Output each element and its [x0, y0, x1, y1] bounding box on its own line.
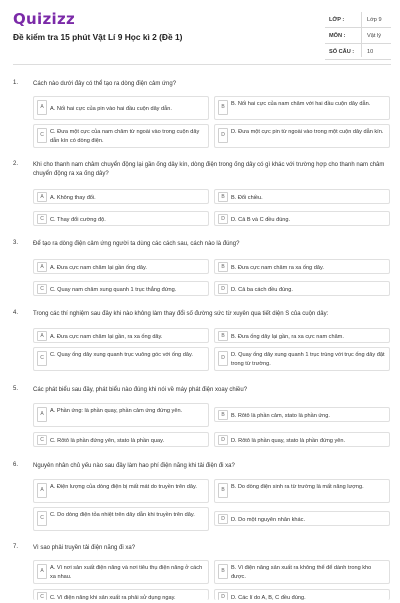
option-letter: A: [37, 192, 47, 202]
option-a[interactable]: [33, 560, 209, 584]
option-letter: D: [218, 214, 228, 224]
option-text: B. Đưa ống dây lại gần, ra xa cực nam châm.: [231, 334, 344, 340]
option-text: A. Vì nơi sản xuất điện năng và nơi tiêu thụ điện năng ở cách xa nhau.: [50, 565, 203, 580]
option-letter: B: [218, 100, 228, 115]
option-text: D. Các lí do A, B, C đều đúng.: [231, 595, 306, 601]
option-d[interactable]: [214, 432, 390, 447]
option-text: B. Nối hai cực của nam châm với hai đầu cuộn dây dẫn.: [231, 101, 371, 107]
option-a[interactable]: [33, 259, 209, 274]
meta-key: LỚP :: [329, 17, 345, 23]
option-text: A. Đưa cực nam châm lại gần, ra xa ống dây.: [50, 334, 163, 340]
option-letter: A: [37, 100, 47, 115]
option-text: D. Do một nguyên nhân khác.: [231, 517, 306, 523]
option-letter: A: [37, 483, 47, 498]
option-b[interactable]: [214, 560, 390, 584]
meta-row-count: [325, 44, 391, 60]
option-text: C. Quay nam châm xung quanh 1 trục thẳng đứng.: [50, 287, 177, 293]
option-c[interactable]: [33, 507, 209, 531]
option-d[interactable]: [214, 347, 390, 371]
option-letter: C: [37, 351, 47, 366]
option-text: C. Rôtô là phần đứng yên, stato là phần quay.: [50, 438, 165, 444]
option-b[interactable]: [214, 96, 390, 120]
option-letter: C: [37, 128, 47, 143]
option-letter: B: [218, 410, 228, 420]
option-c[interactable]: [33, 347, 209, 371]
meta-value: 10: [367, 49, 374, 55]
option-letter: A: [37, 262, 47, 272]
question-number: 5.: [13, 386, 19, 392]
option-a[interactable]: [33, 96, 209, 120]
question-text: Khi cho thanh nam châm chuyển động lại gần ống dây kín, dòng điện trong ống dây có gì khác với trường hợp cho thanh nam châm chuyển động ra xa ống dây?: [33, 162, 385, 177]
question-number: 6.: [13, 462, 19, 468]
header: [0, 0, 400, 66]
option-b[interactable]: [214, 259, 390, 274]
question-number: 1.: [13, 80, 19, 86]
option-c[interactable]: [33, 281, 209, 296]
option-text: B. Vì điện năng sản xuất ra không thể để dành trong kho được.: [231, 565, 372, 580]
question-number: 4.: [13, 310, 19, 316]
page-title: Đề kiểm tra 15 phút Vật Lí 9 Học kì 2 (Đề 1): [13, 32, 183, 42]
option-letter: C: [37, 592, 47, 600]
option-letter: A: [37, 331, 47, 341]
option-letter: D: [218, 435, 228, 445]
option-letter: A: [37, 407, 47, 422]
option-text: A. Phần ứng: là phần quay, phần cảm ứng đứng yên.: [50, 408, 183, 414]
option-text: A. Đưa cực nam châm lại gần ống dây.: [50, 265, 147, 271]
option-d[interactable]: [214, 589, 390, 600]
option-text: D. Đưa một cực pin từ ngoài vào trong một cuộn dây dẫn kín.: [231, 129, 384, 135]
option-d[interactable]: [214, 511, 390, 526]
question-text: Trong các thí nghiệm sau đây khi nào không làm thay đổi số đường sức từ xuyên qua tiết diện S của cuộn dây:: [33, 311, 329, 317]
option-c[interactable]: [33, 211, 209, 226]
option-c[interactable]: [33, 124, 209, 148]
option-text: D. Rôtô là phần quay, stato là phần đứng yên.: [231, 438, 346, 444]
option-d[interactable]: [214, 211, 390, 226]
option-text: C. Thay đổi cường độ.: [50, 217, 106, 223]
option-text: C. Do dòng điện tỏa nhiệt trên dây dẫn khi truyền trên dây.: [50, 512, 195, 518]
option-letter: D: [218, 592, 228, 600]
meta-value: Lớp 9: [367, 17, 382, 23]
option-d[interactable]: [214, 124, 390, 148]
option-text: B. Đưa cực nam châm ra xa ống dây.: [231, 265, 324, 271]
option-letter: D: [218, 284, 228, 294]
option-letter: D: [218, 351, 228, 366]
option-text: D. Quay ống dây xung quanh 1 trục trùng với trục ống dây đặt trong từ trường.: [231, 352, 385, 367]
option-text: C. Quay ống dây xung quanh trục vuông góc với ống dây.: [50, 352, 193, 358]
meta-box: [325, 12, 391, 60]
question-text: Cách nào dưới đây có thể tạo ra dòng điện cảm ứng?: [33, 81, 177, 87]
meta-row-class: [325, 12, 391, 28]
meta-key: MÔN :: [329, 33, 346, 39]
option-c[interactable]: [33, 432, 209, 447]
option-letter: C: [37, 511, 47, 526]
option-letter: A: [37, 564, 47, 579]
option-a[interactable]: [33, 328, 209, 343]
option-letter: C: [37, 435, 47, 445]
option-letter: B: [218, 564, 228, 579]
option-text: D. Cả ba cách đều đúng.: [231, 287, 293, 293]
header-divider: [13, 64, 391, 65]
question-text: Nguyên nhân chủ yếu nào sau đây làm hao phí điện năng khi tải điện đi xa?: [33, 463, 235, 469]
option-text: C. Đưa một cực của nam châm từ ngoài vào trong cuộn dây dẫn kín có dòng điện.: [50, 129, 200, 144]
option-a[interactable]: [33, 189, 209, 204]
option-letter: B: [218, 262, 228, 272]
option-letter: B: [218, 331, 228, 341]
option-text: C. Vì điện năng khi sản xuất ra phải sử dụng ngay.: [50, 595, 176, 601]
option-b[interactable]: [214, 189, 390, 204]
option-d[interactable]: [214, 281, 390, 296]
option-letter: B: [218, 483, 228, 498]
option-b[interactable]: [214, 328, 390, 343]
quizizz-logo: Quizizz: [13, 10, 76, 28]
option-letter: C: [37, 214, 47, 224]
option-a[interactable]: [33, 479, 209, 503]
option-letter: C: [37, 284, 47, 294]
option-b[interactable]: [214, 479, 390, 503]
question-text: Vì sao phải truyền tải điện năng đi xa?: [33, 545, 136, 551]
option-text: A. Không thay đổi.: [50, 195, 96, 201]
option-text: B. Đổi chiều.: [231, 195, 263, 201]
question-number: 2.: [13, 161, 19, 167]
option-letter: D: [218, 128, 228, 143]
option-a[interactable]: [33, 403, 209, 427]
question-number: 7.: [13, 544, 19, 550]
option-c[interactable]: [33, 589, 209, 600]
option-text: D. Cả B và C đều đúng.: [231, 217, 291, 223]
option-text: B. Rôtô là phần cảm, stato là phần ứng.: [231, 413, 330, 419]
option-letter: D: [218, 514, 228, 524]
option-text: A. Điện lượng của dòng điện bị mất mát do truyền trên dây.: [50, 484, 197, 490]
option-text: A. Nối hai cực của pin vào hai đầu cuộn dây dẫn.: [50, 106, 172, 112]
meta-row-subject: [325, 28, 391, 44]
option-b[interactable]: [214, 407, 390, 422]
meta-key: SỐ CÂU :: [329, 49, 355, 55]
meta-value: Vật lý: [367, 33, 381, 39]
question-number: 3.: [13, 240, 19, 246]
question-text: Các phát biểu sau đây, phát biểu nào đúng khi nói về máy phát điện xoay chiều?: [33, 387, 248, 393]
question-text: Để tạo ra dòng điện cảm ứng người ta dùng các cách sau, cách nào là đúng?: [33, 241, 240, 247]
option-letter: B: [218, 192, 228, 202]
option-text: B. Do dòng điện sinh ra từ trường là mất năng lượng.: [231, 484, 364, 490]
